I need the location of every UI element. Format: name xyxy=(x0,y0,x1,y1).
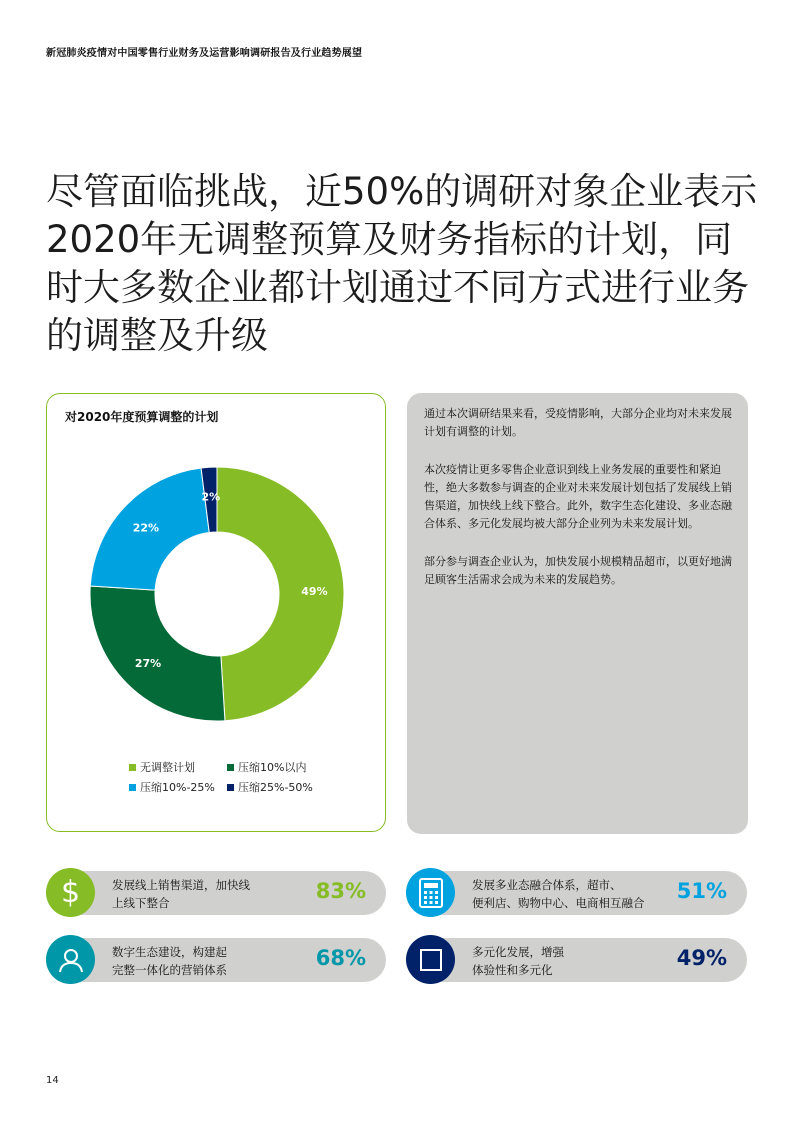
slice-data-label: 27% xyxy=(134,656,162,670)
legend-item xyxy=(129,779,227,795)
legend-swatch xyxy=(227,764,234,771)
calculator-icon xyxy=(406,868,455,917)
stat-label xyxy=(112,876,250,912)
square-icon-graphic xyxy=(419,948,443,972)
stat-label-line: 便利店、购物中心、电商相互融合 xyxy=(472,896,645,910)
legend-swatch xyxy=(129,784,136,791)
slice-data-label: 49% xyxy=(301,584,328,598)
summary-paragraph: 本次疫情让更多零售企业意识到线上业务发展的重要性和紧迫性，绝大多数参与调查的企业对未来发展计划包括了发展线上销售渠道，加快线上线下整合。此外，数字生态化建设、多业态融合体系、多元化发展均被大部分企业列为未来发展计划。 xyxy=(424,463,732,530)
stat-value: 51% xyxy=(676,879,727,903)
legend-item xyxy=(227,779,347,795)
user-icon xyxy=(46,935,95,984)
stat-label-line: 上线下整合 xyxy=(112,896,170,910)
legend-label: 无调整计划 xyxy=(140,761,195,774)
stat-digital-ecosystem xyxy=(46,938,386,982)
page-number: 14 xyxy=(46,1075,59,1086)
stat-label-line: 发展多业态融合体系，超市、 xyxy=(472,878,622,892)
stat-label-line: 体验性和多元化 xyxy=(472,963,553,977)
user-icon-graphic xyxy=(57,946,85,974)
square-icon xyxy=(406,935,455,984)
stat-label xyxy=(112,943,227,979)
legend-swatch xyxy=(227,784,234,791)
stat-label xyxy=(472,943,564,979)
slice-reduce-under-10 xyxy=(90,586,225,721)
report-header: 新冠肺炎疫情对中国零售行业财务及运营影响调研报告及行业趋势展望 xyxy=(46,48,363,59)
legend-label: 压缩10%以内 xyxy=(238,761,307,774)
stat-label-line: 数字生态建设，构建起 xyxy=(112,945,227,959)
summary-card xyxy=(407,393,748,834)
legend-item xyxy=(129,759,227,775)
summary-paragraph: 部分参与调查企业认为，加快发展小规模精品超市，以更好地满足顾客生活需求会成为未来的发展趋势。 xyxy=(424,555,732,586)
stat-label-line: 多元化发展，增强 xyxy=(472,945,564,959)
chart-title: 对2020年度预算调整的计划 xyxy=(65,410,219,424)
slice-data-label: 2% xyxy=(201,490,221,504)
stat-value: 49% xyxy=(676,946,727,970)
legend-item xyxy=(227,759,347,775)
page-headline: 尽管面临挑战，近50%的调研对象企业表示2020年无调整预算及财务指标的计划，同时大多数企业都计划通过不同方式进行业务的调整及升级 xyxy=(46,170,758,357)
calculator-icon-graphic xyxy=(418,878,444,908)
stat-label-line: 完整一体化的营销体系 xyxy=(112,963,227,977)
chart-legend xyxy=(129,757,369,797)
stat-online-channels xyxy=(46,871,386,915)
dollar-icon: $ xyxy=(46,868,95,917)
legend-label: 压缩10%-25% xyxy=(140,781,215,794)
stat-value: 68% xyxy=(315,946,366,970)
stat-label xyxy=(472,876,645,912)
stat-diversification xyxy=(406,938,747,982)
legend-swatch xyxy=(129,764,136,771)
slice-data-label: 22% xyxy=(132,521,160,535)
stat-label-line: 发展线上销售渠道，加快线 xyxy=(112,878,250,892)
summary-paragraph: 通过本次调研结果来看，受疫情影响，大部分企业均对未来发展计划有调整的计划。 xyxy=(424,407,732,438)
donut-chart xyxy=(47,394,385,754)
legend-label: 压缩25%-50% xyxy=(238,781,313,794)
stat-value: 83% xyxy=(315,879,366,903)
chart-card xyxy=(46,393,386,832)
stat-multi-format xyxy=(406,871,747,915)
